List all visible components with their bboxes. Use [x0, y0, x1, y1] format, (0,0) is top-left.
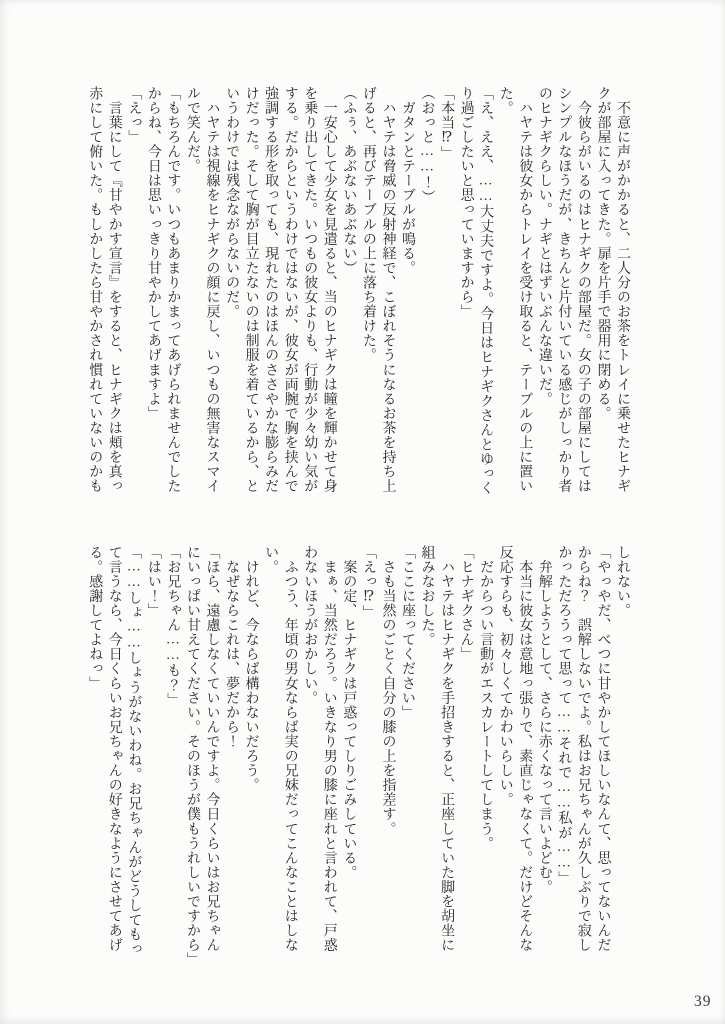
text-column: 不意に声がかかると、二人分のお茶をトレイに乗せたヒナギ [615, 86, 630, 494]
text-column: 「ほら、遠慮しなくていいんですよ。今日くらいはお兄ちゃん [204, 545, 220, 953]
text-column: い。 [263, 545, 279, 575]
text-column: シンプルなほうだが、きちんと片付いている感じがしっかり者 [556, 86, 572, 494]
text-column: のヒナギクらしい。ナギとはずいぶんな違いだ。 [536, 86, 552, 407]
text-column: 「本当⁉」 [439, 86, 455, 161]
text-column: いうわけでは残念ながらないのだ。 [224, 86, 240, 319]
text-column: 反応すらも、初々しくてかわいらしい。 [497, 545, 513, 807]
text-column: けれど、今ならば構わないだろう。 [243, 545, 259, 793]
text-column: た。 [497, 86, 513, 116]
text-column: ハヤテは彼女からトレイを受け取ると、テーブルの上に置い [517, 86, 533, 494]
text-column: にいっぱい甘えてください。そのほうが僕もうれしいですから」 [184, 545, 200, 967]
text-column: さも当然のごとく自分の膝の上を指差す。 [380, 545, 396, 836]
text-column: ふつう、年頃の男女ならば実の兄妹だってこんなことはしな [282, 545, 298, 953]
text-column: 「え、ええ、……大丈夫ですよ。今日はヒナギクさんとゆっく [478, 86, 494, 496]
text-column: からね、今日は思いっきり甘やかしてあげますよ」 [145, 86, 161, 421]
text-column: 案の定、ヒナギクは戸惑ってしりごみしている。 [341, 545, 357, 880]
text-column: けだった。そして胸が目立たないのは制服を着ているから、と [243, 86, 259, 494]
text-column: 赤にして俯いた。もしかしたら甘やかされ慣れていないのかも [87, 86, 103, 494]
text-column: 「はい！」 [145, 545, 161, 618]
text-column: ハヤテはヒナギクを手招きすると、正座していた脚を胡坐に [439, 545, 455, 953]
text-column: て言うなら、今日くらいお兄ちゃんの好きなようにさせてあげ [106, 545, 122, 953]
text-column: ルで笑んだ。 [184, 86, 200, 174]
text-column: ハヤテは脅威の反射神経で、こぼれそうになるお茶を持ち上 [380, 86, 396, 494]
text-column: ガタンとテーブルが鳴る。 [399, 86, 415, 276]
page-number: 39 [694, 993, 712, 1010]
text-column: 「ここに座ってください」 [399, 545, 415, 720]
text-column: 「えっ⁉」 [360, 545, 376, 620]
text-column: 「もちろんです。いつもあまりかまってあげられませんでした [165, 86, 181, 494]
text-column: 「……しょ……しょうがないわね。お兄ちゃんがどうしてもっ [126, 545, 142, 957]
text-column: 「えっ」 [126, 86, 142, 145]
text-column: なぜならこれは、夢だから！ [224, 545, 240, 749]
text-column: 言葉にして『甘やかす宣言』をすると、ヒナギクは頬を真っ [106, 86, 122, 494]
text-column: を乗り出してきた。いつもの彼女よりも、行動が少々幼い気が [302, 86, 318, 494]
text-column: しれない。 [615, 545, 630, 618]
text-column: まぁ、当然だろう。いきなり男の膝に座れと言われて、戸惑 [321, 545, 337, 953]
text-column: からね？ 誤解しないでよ。私はお兄ちゃんが久しぶりで寂し [575, 545, 591, 953]
text-column: る。感謝してよねっ」 [87, 545, 103, 691]
text-column: 一安心して少女を見遣ると、当のヒナギクは瞳を輝かせて身 [321, 86, 337, 494]
text-column: 「お兄ちゃん……も？」 [165, 545, 181, 708]
text-column: 強調する形を取っても、現れたのはほんのささやかな膨らみだ [263, 86, 279, 494]
text-column: り過ごしたいと思っていますから」 [458, 86, 474, 319]
text-column: （おっと……！） [419, 86, 435, 205]
text-block-bottom [85, 545, 632, 967]
text-column: かっただろうって思って……それで……私が……」 [556, 545, 572, 886]
text-block-top [85, 86, 632, 494]
text-column: する。だからというわけではないが、彼女が両腕で胸を挟んで [282, 86, 298, 494]
text-column: だからつい言動がエスカレートしてしまう。 [478, 545, 494, 851]
text-column: 本当に彼女は意地っ張りで、素直じゃなくて。だけどそんな [517, 545, 533, 953]
text-column: げると、再びテーブルの上に落ち着けた。 [360, 86, 376, 363]
text-column: 弁解しようとして、さらに赤くなって言いよどむ。 [536, 545, 552, 895]
text-column: （ふぅ、あぶないあぶない） [341, 86, 357, 276]
text-column: ハヤテは視線をヒナギクの顔に戻し、いつもの無害なスマイ [204, 86, 220, 494]
text-column: 「やっやだ、べつに甘やかしてほしいなんて、思ってないんだ [595, 545, 611, 953]
text-column: 組みなおした。 [419, 545, 435, 647]
text-column: クが部屋に入ってきた。扉を片手で器用に閉める。 [595, 86, 611, 421]
text-column: 今彼らがいるのはヒナギクの部屋だ。女の子の部屋にしては [575, 86, 591, 494]
text-column: 「ヒナギクさん」 [458, 545, 474, 662]
text-column: わないほうがおかしい。 [302, 545, 318, 706]
